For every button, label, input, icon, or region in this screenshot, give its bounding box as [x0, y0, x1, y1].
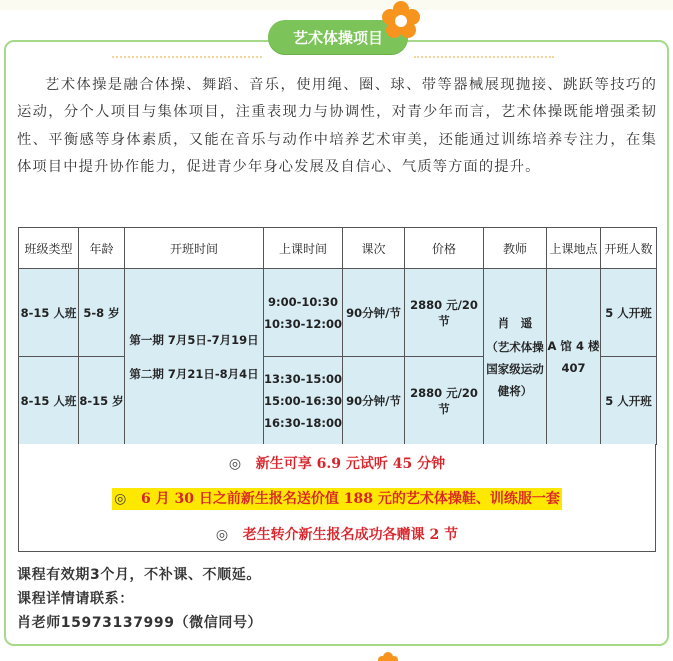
offer-line-trial [19, 453, 655, 473]
flower-icon [380, 0, 422, 42]
header-class-type: 班级类型 [19, 228, 79, 269]
header-sessions: 课次 [343, 228, 405, 269]
location-line: 407 [561, 360, 586, 375]
header-age: 年龄 [79, 228, 125, 269]
class-time-cell [264, 269, 343, 357]
sessions-cell: 90分钟/节 [343, 357, 405, 445]
start-date-period-1: 第一期 7月5日-7月19日 [129, 332, 259, 347]
age-cell: 8-15 岁 [79, 357, 125, 445]
price-cell: 2880 元/20节 [405, 357, 484, 445]
offer-highlight [112, 488, 562, 510]
schedule-table [18, 227, 657, 445]
offer-line-referral [19, 524, 655, 544]
offers-box [18, 444, 656, 552]
class-time-slot: 10:30-12:00 [264, 316, 342, 331]
teacher-cell [484, 269, 547, 445]
enrollment-cell: 5 人开班 [601, 357, 657, 445]
header-location: 上课地点 [547, 228, 601, 269]
section-title: 艺术体操项目 [292, 28, 383, 47]
intro-paragraph: 艺术体操是融合体操、舞蹈、音乐，使用绳、圈、球、带等器械展现抛接、跳跃等技巧的运动，分个人项目与集体项目，注重表现力与协调性，对青少年而言，艺术体操既能增强柔韧性、平衡感等身体素质，又能在音乐与动作中培养艺术审美，还能通过训练培养专注力，在集体项目中提升协作能力，促进青少年身心发展及自信心、气质等方面的提升。 [17, 77, 657, 175]
header-start-date: 开班时间 [125, 228, 264, 269]
contact-label: 课程详情请联系： [17, 591, 134, 607]
teacher-title-line: （艺术体操 [486, 339, 544, 354]
age-cell: 5-8 岁 [79, 269, 125, 357]
course-notes [17, 563, 262, 635]
bullet-icon: ◎ [114, 491, 127, 507]
header-class-time: 上课时间 [264, 228, 343, 269]
class-type-cell: 8-15 人班 [19, 269, 79, 357]
offer-text: 老生转介新生报名成功各赠课 2 节 [242, 527, 459, 543]
start-date-period-2: 第二期 7月21日-8月4日 [129, 366, 259, 381]
class-time-slot: 9:00-10:30 [268, 294, 338, 309]
start-date-cell [125, 269, 264, 445]
header-price: 价格 [405, 228, 484, 269]
location-cell [547, 269, 601, 445]
teacher-name: 肖 遥 [497, 315, 533, 330]
validity-note: 课程有效期3个月，不补课、不顺延。 [17, 567, 261, 583]
price-cell: 2880 元/20节 [405, 269, 484, 357]
enrollment-cell: 5 人开班 [601, 269, 657, 357]
offer-line-gift [19, 488, 655, 508]
header-enrollment: 开班人数 [601, 228, 657, 269]
header-teacher: 教师 [484, 228, 547, 269]
location-line: A 馆 4 楼 [547, 338, 600, 353]
class-time-cell [264, 357, 343, 445]
offer-text: 新生可享 6.9 元试听 45 分钟 [255, 456, 446, 472]
sessions-cell: 90分钟/节 [343, 269, 405, 357]
table-row [19, 269, 657, 357]
class-time-slot: 15:00-16:30 [264, 393, 342, 408]
top-strip [0, 0, 673, 10]
bullet-icon: ◎ [228, 456, 242, 472]
teacher-title-line: 国家级运动 [486, 361, 544, 376]
dotted-divider-right [414, 56, 554, 60]
table-header-row [19, 228, 657, 269]
teacher-title-line: 健将） [497, 383, 533, 398]
flower-icon-bottom [378, 650, 398, 661]
contact-phone[interactable]: 肖老师15973137999（微信同号） [17, 615, 263, 631]
class-type-cell: 8-15 人班 [19, 357, 79, 445]
bullet-icon: ◎ [215, 527, 229, 543]
dotted-divider-left [112, 56, 262, 60]
class-time-slot: 16:30-18:00 [264, 415, 342, 430]
class-time-slot: 13:30-15:00 [264, 371, 342, 386]
offer-text: 6 月 30 日之前新生报名送价值 188 元的艺术体操鞋、训练服一套 [141, 491, 560, 507]
